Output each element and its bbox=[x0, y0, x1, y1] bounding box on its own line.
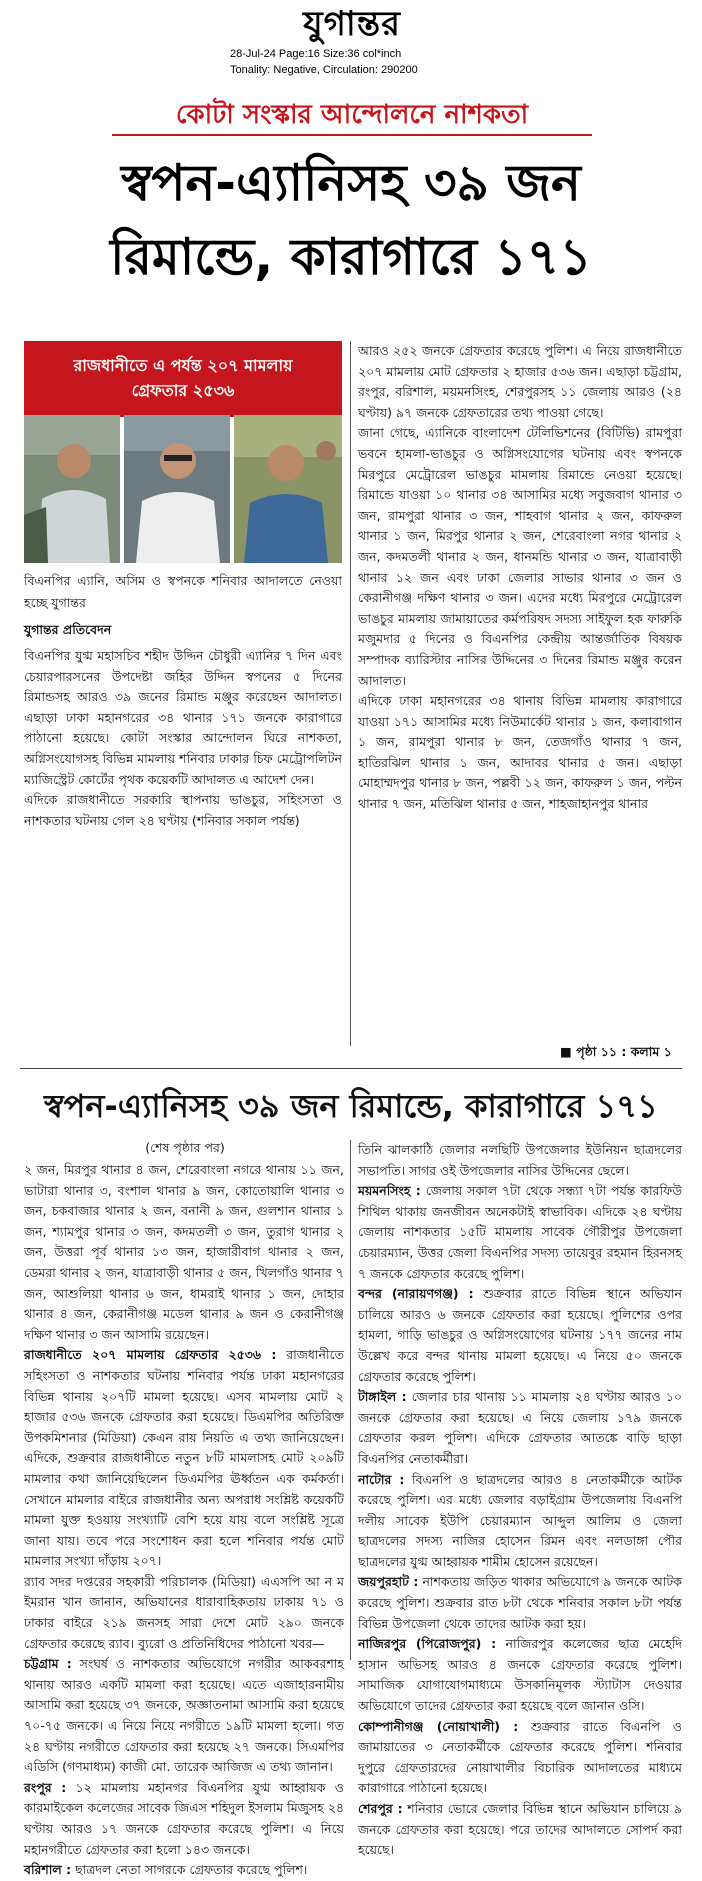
clipping-meta-line-2: Tonality: Negative, Circulation: 290200 bbox=[230, 64, 418, 76]
paragraph-lead: জয়পুরহাট : bbox=[358, 1574, 419, 1590]
paragraph-text: নাশকতায় জড়িত থাকার অভিযোগে ৯ জনকে আটক করেছে পুলিশ। শুক্রবার রাত ৮টা থেকে শনিবার সকাল ৮টা পর্যন্ত বিভিন্ন উপজেলা থেকে তাদের আটক করা হয়। bbox=[358, 1574, 682, 1631]
person-image-icon bbox=[234, 415, 342, 563]
paragraph-text: তিনি ঝালকাঠি জেলার নলছিটি উপজেলার ইউনিয়ন ছাত্রদলের সভাপতি। সাগর ওই উপজেলার নাসির উদ্দিনের ছেলে। bbox=[358, 1142, 682, 1178]
paragraph-lead: বন্দর (নারায়ণগঞ্জ) : bbox=[358, 1286, 474, 1302]
paragraph-text: সংঘর্ষ ও নাশকতার অভিযোগে নগরীর আকবরশাহ থানায় আরও একটি মামলা করা হয়েছে। এতে এজাহারনামীয় আসামি করা হয়েছে ৩৭ জনকে, অজ্ঞাতনামা আসামি করা হয়েছে ৭০-৭৫ জনকে। এ নিয়ে নিয়ে নগরীতে ১৯টি মামলা হলো। গত ২৪ ঘণ্টায় নগরীতে গ্রেফতার করা হয়েছে ২৭ জনকে। সিএমপির এডিসি (গণমাধ্যম) কাজী মো. তারেক আজিজ এ তথ্য জানান। bbox=[24, 1656, 344, 1775]
article-left-column bbox=[24, 646, 342, 1046]
photo-caption: বিএনপির এ্যানি, অসিম ও স্বপনকে শনিবার আদালতে নেওয়া হচ্ছে যুগান্তর bbox=[24, 573, 342, 610]
paragraph: বিএনপির যুগ্ম মহাসচিব শহীদ উদ্দিন চৌধুরী এ্যানির ৭ দিন এবং চেয়ারপারসনের উপদেষ্টা জহির উদ্দিন স্বপনের ৫ দিনের রিমান্ডসহ আরও ৩৯ জনের রিমান্ড মঞ্জুর করেছেন আদালত। এছাড়া ঢাকা মহানগরের ৩৪ থানার ১৭১ জনকে কারাগারে পাঠানো হয়েছে। কোটা সংস্কার আন্দোলন ঘিরে নাশকতা, অগ্নিসংযোগসহ বিভিন্ন মামলায় শনিবার ঢাকার চিফ মেট্রোপলিটন ম্যাজিস্ট্রেট কোর্টের পৃথক কয়েকটি আদালত এ আদেশ দেন। bbox=[24, 648, 342, 787]
paragraph-lead: শেরপুর : bbox=[358, 1801, 403, 1816]
byline: যুগান্তর প্রতিবেদন bbox=[24, 622, 112, 637]
person-image-icon bbox=[24, 415, 120, 563]
clipping-meta-line-1: 28-Jul-24 Page:16 Size:36 col*inch bbox=[230, 48, 402, 60]
paragraph: এদিকে রাজধানীতে সরকারি স্থাপনায় ভাঙচুর, সহিংসতা ও নাশকতার ঘটনায় গেল ২৪ ঘণ্টায় (শনিবার সকাল পর্যন্ত) bbox=[24, 792, 342, 828]
paragraph bbox=[358, 1470, 682, 1573]
newspaper-logo: যুগান্তর bbox=[303, 4, 401, 44]
kicker: কোটা সংস্কার আন্দোলনে নাশকতা bbox=[112, 96, 592, 136]
paragraph bbox=[358, 1572, 682, 1634]
paragraph bbox=[24, 1160, 344, 1345]
paragraph-lead: নাটোর : bbox=[358, 1471, 405, 1487]
paragraph-lead: রাজধানীতে ২০৭ মামলায় গ্রেফতার ২৫৩৬ : bbox=[24, 1347, 277, 1363]
paragraph-text: ২ জন, মিরপুর থানার ৪ জন, শেরেবাংলা নগরে থানায় ১১ জন, ভাটারা থানার ৩, বংশাল থানার ৯ জন, কোতোয়ালি থানার ৩ জন, চকবাজার থানার ২ জন, বনানী ৯ জন, গুলশান থানার ১ জন, শ্যামপুর থানার ৩ জন, কদমতলী ৩ জন, তুরাগ থানার ২ জন, উত্তরা পূর্ব থানার ১৩ জন, হাজারীবাগ থানার ২ জন, ডেমরা থানার ২ জন, যাত্রাবাড়ী থানার ৫ জন, খিলগাঁও থানার ৭ জন, আশুলিয়া থানার ৬ জন, ধামরাই থানার ১ জন, দোহার থানার ৪ জন, কেরানীগঞ্জ মডেল থানার ৯ জন ও কেরানীগঞ্জ দক্ষিণ থানার ৩ জন আসামি রয়েছেন। bbox=[24, 1162, 344, 1342]
paragraph-text: জেলায় সকাল ৭টা থেকে সন্ধ্যা ৭টা পর্যন্ত কারফিউ শিথিল থাকায় জনজীবন অনেকটাই স্বাভাবিক। এদিকে ২৪ ঘণ্টায় জেলায় নাশকতার ১৫টি মামলায় সাবেক গৌরীপুর উপজেলা চেয়ারম্যান, উত্তর জেলা বিএনপির সদস্য তায়েবুর রহমান হিরনসহ ৭ জনকে গ্রেফতার করেছে পুলিশ। bbox=[358, 1183, 683, 1281]
paragraph-text: বিএনপি ও ছাত্রদলের আরও ৪ নেতাকর্মীকে আটক করেছে পুলিশ। এর মধ্যে জেলার বড়াইগ্রাম উপজেলায় বিএনপি দলীয় সাবেক ইউপি চেয়ারম্যান আব্দুল আলিম ও জেলা ছাত্রদলের সদস্য নাজির হোসেন রিমন এবং নলডাঙ্গা পৌর ছাত্রদলের যুগ্ম আহ্বায়ক শামীম হোসেন রয়েছেন। bbox=[358, 1471, 682, 1569]
paragraph-lead: বরিশাল : bbox=[24, 1862, 72, 1878]
paragraph-text: ১২ মামলায় মহানগর বিএনপির যুগ্ম আহ্বায়ক ও কারমাইকেল কলেজের সাবেক জিএস শহিদুল ইসলাম মিজুসহ ২৪ ঘণ্টায় আরও ১৭ জনকে গ্রেফতার করেছে পুলিশ। এ নিয়ে মহানগরীতে গ্রেফতার করা হলো ১৪৩ জনকে। bbox=[24, 1779, 344, 1857]
paragraph bbox=[24, 1860, 344, 1881]
highlight-box bbox=[24, 341, 342, 417]
paragraph-lead: ময়মনসিংহ : bbox=[358, 1183, 421, 1199]
paragraph-text: রাজধানীতে সহিংসতা ও নাশকতার ঘটনায় শনিবার পর্যন্ত ঢাকা মহানগরের বিভিন্ন থানায় ২০৭টি মামলা হয়েছে। এসব মামলায় মোট ২ হাজার ৫৩৬ জনকে গ্রেফতার করা হয়েছে। ডিএমপির অতিরিক্ত উপকমিশনার (মিডিয়া) কেএন রায় নিয়তি এ তথ্য জানিয়েছেন। এদিকে, শুক্রবার রাজধানীতে নতুন ৮টি মামলাসহ মোট ২০৯টি মামলার কথা জানিয়েছিলেন ডিএমপির ঊর্ধ্বতন এক কর্মকর্তা। সেখানে মামলার বাইরে রাজধানীর অন্য অপরাধ সংশ্লিষ্ট কয়েকটি মামলা যুক্ত হওয়ায় সংখ্যাটি বেশি হয়ে যায় বলে সংশ্লিষ্ট সূত্রে জানা যায়। তবে পরে সংশোধন করা হলে শনিবার পর্যন্ত মোট মামলার সংখ্যা দাঁড়ায় ২০৭। bbox=[24, 1347, 344, 1569]
article-right-column bbox=[358, 341, 682, 1041]
paragraph bbox=[24, 1345, 344, 1572]
paragraph: জানা গেছে, এ্যানিকে বাংলাদেশ টেলিভিশনের (বিটিভি) রামপুরা ভবনে হামলা-ভাঙচুর ও অগ্নিসংযোগের ঘটনায় এবং স্বপনকে মিরপুরে মেট্রোরেল ভাঙচুর মামলায় রিমান্ডে নেওয়া হয়েছে। রিমান্ডে যাওয়া ১০ থানার ৩৪ আসামির মধ্যে সবুজবাগ থানার ৩ জন, রামপুরা থানার ৩ জন, শাহবাগ থানার ২ জন, কাফরুল থানার ১ জন, মিরপুর থানার ২ জন, শেরেবাংলা নগর থানার ২ জন, কদমতলী থানার ২ জন, ধানমন্ডি থানার ৩ জন, যাত্রাবাড়ী থানার ১২ জন এবং ঢাকা জেলার সাভার থানার ৩ জন ও কেরানীগঞ্জ দক্ষিণ থানার ৩ জন। এদের মধ্যে মিরপুরে মেট্রোরেল ভাঙচুর মামলায় জামায়াতের কর্মপরিষদ সদস্য সাইফুল হক ফারুকি মজুমদার ৫ দিনের ও বিএনপির কেন্দ্রীয় আন্তর্জাতিক বিষয়ক সম্পাদক ব্যারিস্টার নাসির উদ্দিনের ৩ দিনের রিমান্ড মঞ্জুর করেন আদালত। bbox=[358, 425, 682, 688]
paragraph-text: শুক্রবার রাতে বিভিন্ন স্থানে অভিযান চালিয়ে আরও ৬ জনকে গ্রেফতার করা হয়েছে। পুলিশের ওপর হামলা, গাড়ি ভাঙচুর ও অগ্নিসংযোগের ঘটনায় ১৭৭ জনের নাম উল্লেখ করে বন্দর থানায় মামলা হয়েছে। এ নিয়ে ৫০ জনকে গ্রেফতার করেছে পুলিশ। bbox=[358, 1286, 683, 1384]
photo-1 bbox=[24, 415, 120, 563]
continuation-headline: স্বপন-এ্যানিসহ ৩৯ জন রিমান্ডে, কারাগারে ১৭১ bbox=[44, 1087, 658, 1125]
paragraph: এদিকে ঢাকা মহানগরের ৩৪ থানায় বিভিন্ন মামলায় কারাগারে যাওয়া ১৭১ আসামির মধ্যে নিউমার্কেট থানার ১ জন, কলাবাগান ১ জন, রামপুরা থানার ৮ জন, তেজগাঁও থানার ৭ জন, হাতিরঝিল থানার ১ জন, আদাবর থানার ৫ জন। এছাড়া মোহাম্মদপুর থানার ৮ জন, পল্লবী ১২ জন, কাফরুল ১ জন, পল্টন থানার ৭ জন, মতিঝিল থানার ৫ জন, শাহজাহানপুর থানার bbox=[358, 693, 682, 812]
paragraph bbox=[358, 1284, 682, 1387]
paragraph bbox=[24, 1778, 344, 1860]
person-image-icon bbox=[124, 415, 230, 563]
page-reference: ■ পৃষ্ঠা ১১ : কলাম ১ bbox=[560, 1044, 672, 1059]
photo-2 bbox=[124, 415, 230, 563]
paragraph bbox=[358, 1140, 682, 1181]
column-divider bbox=[350, 1140, 351, 1660]
paragraph-text: শনিবার ভোরে জেলার বিভিন্ন স্থানে অভিযান চালিয়ে ৯ জনকে গ্রেফতার করা হয়েছে। পরে তাদের আদালতে সোপর্দ করা হয়েছে। bbox=[358, 1801, 683, 1858]
headline-line-2: রিমান্ডে, কারাগারে ১৭১ bbox=[110, 228, 592, 286]
paragraph bbox=[358, 1181, 682, 1284]
continuation-column-1 bbox=[24, 1160, 344, 1878]
paragraph-lead: নাজিরপুর (পিরোজপুর) : bbox=[358, 1636, 497, 1652]
paragraph bbox=[358, 1799, 682, 1861]
paragraph bbox=[24, 1654, 344, 1778]
paragraph: আরও ২৫২ জনকে গ্রেফতার করেছে পুলিশ। এ নিয়ে রাজধানীতে ২০৭ মামলায় মোট গ্রেফতার ২ হাজার ৫৩৬ জন। এছাড়া চট্টগ্রাম, রংপুর, বরিশাল, ময়মনসিংহ, শেরপুরসহ ১১ জেলায় আরও (২৪ ঘণ্টায়) ৯৭ জনকে গ্রেফতারের তথ্য পাওয়া গেছে। bbox=[358, 343, 682, 420]
highlight-box-line-1: রাজধানীতে এ পর্যন্ত ২০৭ মামলায় bbox=[73, 356, 293, 375]
headline-line-1: স্বপন-এ্যানিসহ ৩৯ জন bbox=[121, 154, 581, 212]
paragraph bbox=[358, 1717, 682, 1799]
continuation-label: (শেষ পৃষ্ঠার পর) bbox=[145, 1140, 225, 1155]
paragraph-text: র‌্যাব সদর দপ্তরের সহকারী পরিচালক (মিডিয়া) এএসপি আ ন ম ইমরান খান জানান, অভিযানের ধারাবাহিকতায় ঢাকায় ৭১ ও ঢাকার বাইরে ২১৯ জনসহ সারা দেশে মোট ২৯০ জনকে গ্রেফতার করেছে র‌্যাব। ব্যুরো ও প্রতিনিধিদের পাঠানো খবর— bbox=[24, 1573, 344, 1651]
section-divider bbox=[20, 1068, 682, 1069]
paragraph-lead: কোম্পানীগঞ্জ (নোয়াখালী) : bbox=[358, 1718, 519, 1734]
paragraph-lead: রংপুর : bbox=[24, 1779, 67, 1795]
paragraph-text: ছাত্রদল নেতা সাগরকে গ্রেফতার করেছে পুলিশ। bbox=[71, 1862, 308, 1878]
highlight-box-line-2: গ্রেফতার ২৫৩৬ bbox=[131, 381, 235, 400]
paragraph-lead: টাঙ্গাইল : bbox=[358, 1389, 407, 1405]
paragraph-text: শুক্রবার রাতে বিএনপি ও জামায়াতের ৩ নেতাকর্মীকে গ্রেফতার করেছে পুলিশ। শনিবার দুপুরে গ্রেফতারদের নোয়াখালীর বিচারিক আদালতের মাধ্যমে কারাগারে পাঠানো হয়েছে। bbox=[358, 1718, 682, 1796]
continuation-column-2 bbox=[358, 1140, 683, 1858]
paragraph-text: নাজিরপুর কলেজের ছাত্র মেহেদি হাসান অভিসহ আরও ৪ জনকে গ্রেফতার করেছে পুলিশ। সামাজিক যোগাযোগমাধ্যমে উসকানিমূলক স্ট্যাটাস দেওয়ার অভিযোগে তাদের গ্রেফতার করা হয়েছে বলে জানান ওসি। bbox=[358, 1636, 682, 1714]
photo-3 bbox=[234, 415, 342, 563]
paragraph-text: জেলার চার থানায় ১১ মামলায় ২৪ ঘণ্টায় আরও ১০ জনকে গ্রেফতার করা হয়েছে। এ নিয়ে জেলায় ১৭৯ জনকে গ্রেফতার করল পুলিশ। এদিকে গ্রেফতার আতঙ্কে বাড়ি ছাড়া বিএনপির নেতাকর্মীরা। bbox=[358, 1389, 682, 1466]
paragraph bbox=[358, 1634, 682, 1716]
paragraph bbox=[24, 1572, 344, 1654]
paragraph-lead: চট্টগ্রাম : bbox=[24, 1656, 72, 1672]
column-divider bbox=[350, 341, 351, 1046]
paragraph bbox=[358, 1387, 682, 1469]
